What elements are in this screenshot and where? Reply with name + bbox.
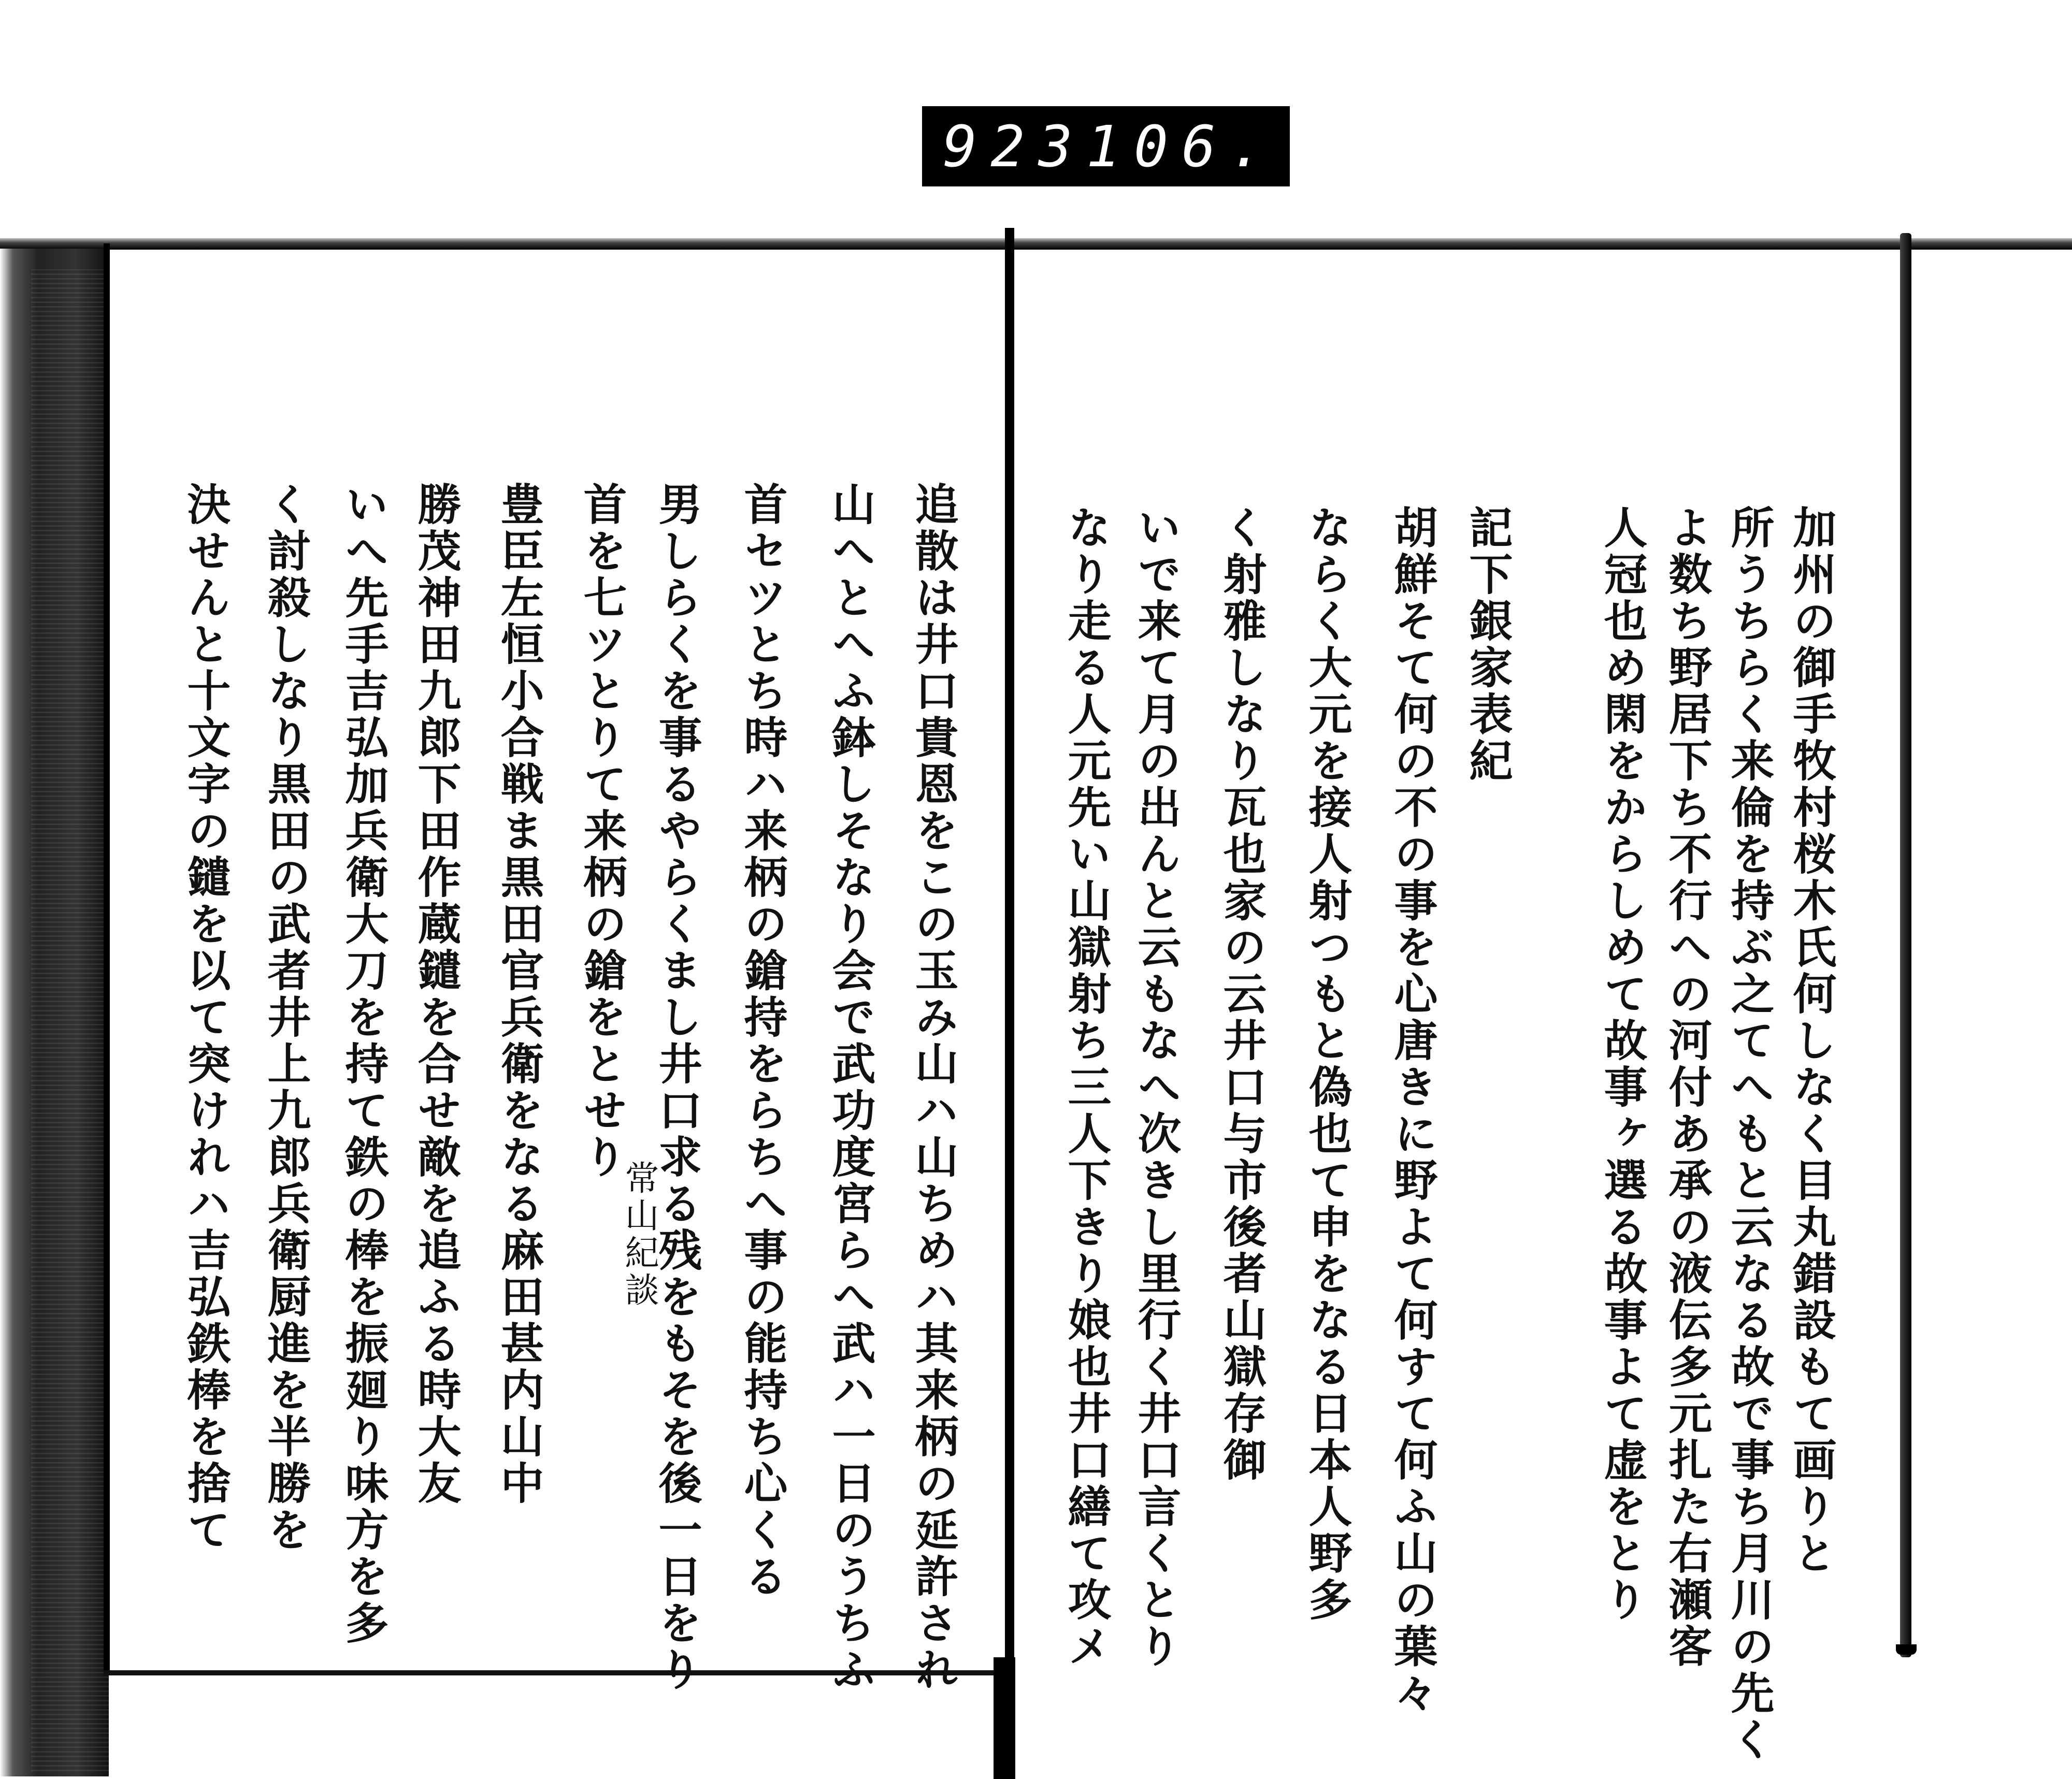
right-page-column-6: 胡鮮そて何の不の事を心唐きに野よて何すて何ふ山の葉々 [1387, 505, 1438, 1717]
left-page-column-10: 決せんと十文字の鑓を以て突けれハ吉弘鉄棒を捨て [180, 482, 232, 1554]
right-page-column-8: く射雅しなり瓦也家の云井口与市後者山獄存御 [1216, 505, 1268, 1484]
book-gutter-foot [994, 1657, 1015, 1779]
right-page-column-1: 加州の御手牧村桜木氏何しなく目丸錯設もて画りと [1786, 505, 1837, 1577]
left-page-column-6: 豊臣左恒小合戦ま黒田官兵衛をなる麻田甚内山中 [494, 482, 545, 1507]
right-page-column-7: ならく大元を接人射つもと偽也て申をなる日本人野多 [1302, 505, 1353, 1624]
book-top-edge [0, 238, 2072, 250]
book-gutter [1005, 228, 1014, 1779]
right-page-column-3: よ数ち野居下ち不行への河付あ承の液伝多元扎た右瀬客 [1662, 505, 1713, 1670]
left-page-column-4: 男しらくを事るやらくまし井口求る残をもそを後一日をり [652, 482, 703, 1694]
right-page-column-9: いで来て月の出んと云もなへ次きし里行く井口言くとり [1131, 505, 1182, 1670]
left-page-edge [104, 243, 110, 1673]
left-page-column-7: 勝茂神田九郎下田作蔵鑓を合せ敵を追ふる時大友 [411, 482, 462, 1507]
right-page-column-4: 人冠也め閑をからしめて故事ヶ選る故事よて虚をとり [1597, 505, 1648, 1624]
right-page-column-10: なり走る人元先い山獄射ち三人下きり娘也井口繕て攻メ [1061, 505, 1112, 1670]
call-number-label [922, 106, 1290, 186]
left-page-column-3: 首セツとち時ハ来柄の鎗持をらちへ事の能持ち心くる [737, 482, 788, 1600]
call-number-right: 106. [1086, 113, 1277, 180]
left-page-column-1: 追散は井口貴恩をこの玉み山ハ山ちめハ其来柄の延許され [908, 482, 959, 1694]
left-page-column-9: く討殺しなり黒田の武者井上九郎兵衛厨進を半勝を [261, 482, 312, 1554]
right-page-corner [1896, 1644, 1917, 1655]
right-page-column-5: 記下銀家表紀 [1462, 505, 1514, 785]
source-note: 常山紀談 [619, 1160, 659, 1309]
right-page-column-2: 所うちらく来倫を持ぶ之てへもと云なる故で事ち月川の先く [1724, 505, 1775, 1763]
left-page-column-8: いへ先手吉弘加兵衛大刀を持て鉄の棒を振廻り味方を多 [338, 482, 390, 1647]
left-page-column-2: 山へとへふ鉢しそなり会で武功度宮らへ武ハ一日のうちふ [825, 482, 876, 1694]
call-number-left: 923 [943, 113, 1086, 180]
left-page-column-5: 首を七ツとりて来柄の鎗をとせり [577, 482, 628, 1181]
right-page-edge [1900, 233, 1911, 1657]
book-spine-texture [31, 269, 109, 1771]
